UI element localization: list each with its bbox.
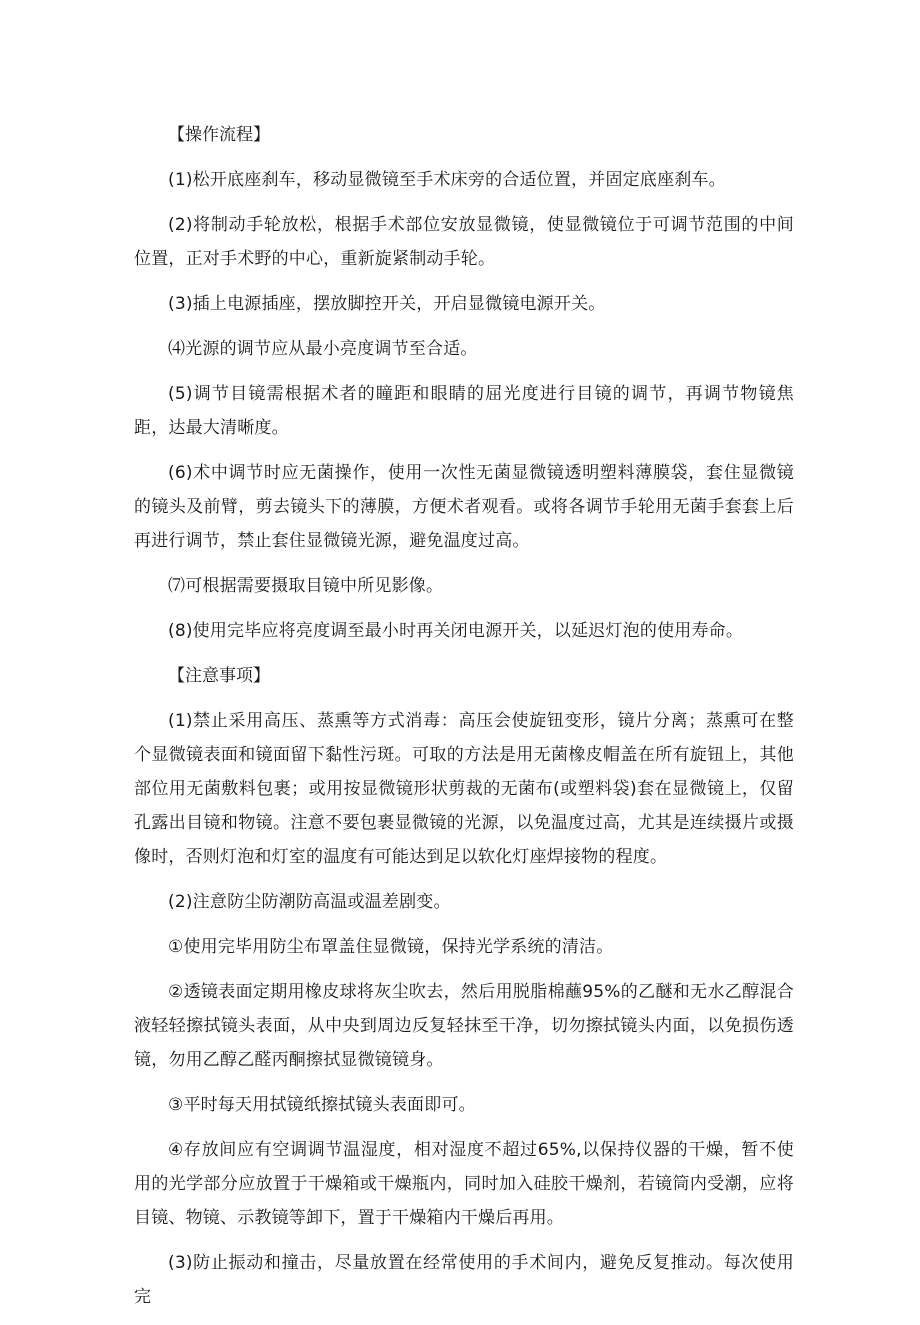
procedure-step-1: (1)松开底座刹车，移动显微镜至手术床旁的合适位置，并固定底座刹车。 <box>168 170 726 190</box>
section-heading-precautions: 【注意事项】 <box>168 666 270 686</box>
precaution-3: (3)防止振动和撞击，尽量放置在经常使用的手术间内，避免反复推动。每次使用完 <box>134 1253 794 1307</box>
precaution-2-item-2: ②透镜表面定期用橡皮球将灰尘吹去，然后用脱脂棉蘸95%的乙醚和无水乙醇混合液轻轻擦拭镜头表面，从中央到周边反复轻抹至干净，切勿擦拭镜头内面，以免损伤透镜，勿用乙醇乙醛丙酮擦拭显微镜镜身。 <box>134 982 794 1070</box>
procedure-step-3: (3)插上电源插座，摆放脚控开关，开启显微镜电源开关。 <box>168 294 606 314</box>
precaution-2: (2)注意防尘防潮防高温或温差剧变。 <box>168 892 451 912</box>
section-heading-procedure: 【操作流程】 <box>168 125 270 145</box>
document-body <box>134 118 794 1325</box>
precaution-2-item-3: ③平时每天用拭镜纸擦拭镜头表面即可。 <box>168 1095 476 1115</box>
procedure-step-2: (2)将制动手轮放松，根据手术部位安放显微镜，使显微镜位于可调节范围的中间位置，正对手术野的中心，重新旋紧制动手轮。 <box>134 215 794 269</box>
procedure-step-6: (6)术中调节时应无菌操作，使用一次性无菌显微镜透明塑料薄膜袋，套住显微镜的镜头及前臂，剪去镜头下的薄膜，方便术者观看。或将各调节手轮用无菌手套套上后再进行调节，禁止套住显微镜光源，避免温度过高。 <box>134 463 794 551</box>
procedure-step-4: ⑷光源的调节应从最小亮度调节至合适。 <box>168 339 478 359</box>
precaution-2-item-4: ④存放间应有空调调节温湿度，相对湿度不超过65%,以保持仪器的干燥，暂不使用的光学部分应放置于干燥箱或干燥瓶内，同时加入硅胶干燥剂，若镜筒内受潮，应将目镜、物镜、示教镜等卸下，置于干燥箱内干燥后再用。 <box>134 1140 794 1228</box>
procedure-step-8: (8)使用完毕应将亮度调至最小时再关闭电源开关，以延迟灯泡的使用寿命。 <box>168 621 744 641</box>
procedure-step-5: (5)调节目镜需根据术者的瞳距和眼睛的屈光度进行目镜的调节，再调节物镜焦距，达最大清晰度。 <box>134 384 794 438</box>
procedure-step-7: ⑺可根据需要摄取目镜中所见影像。 <box>168 576 444 596</box>
precaution-1: (1)禁止采用高压、蒸熏等方式消毒：高压会使旋钮变形，镜片分离；蒸熏可在整个显微镜表面和镜面留下黏性污斑。可取的方法是用无菌橡皮帽盖在所有旋钮上，其他部位用无菌敷料包裹；或用按显微镜形状剪裁的无菌布(或塑料袋)套在显微镜上，仅留孔露出目镜和物镜。注意不要包裹显微镜的光源，以免温度过高，尤其是连续摄片或摄像时，否则灯泡和灯室的温度有可能达到足以软化灯座焊接物的程度。 <box>134 711 794 867</box>
precaution-2-item-1: ①使用完毕用防尘布罩盖住显微镜，保持光学系统的清洁。 <box>168 937 614 957</box>
